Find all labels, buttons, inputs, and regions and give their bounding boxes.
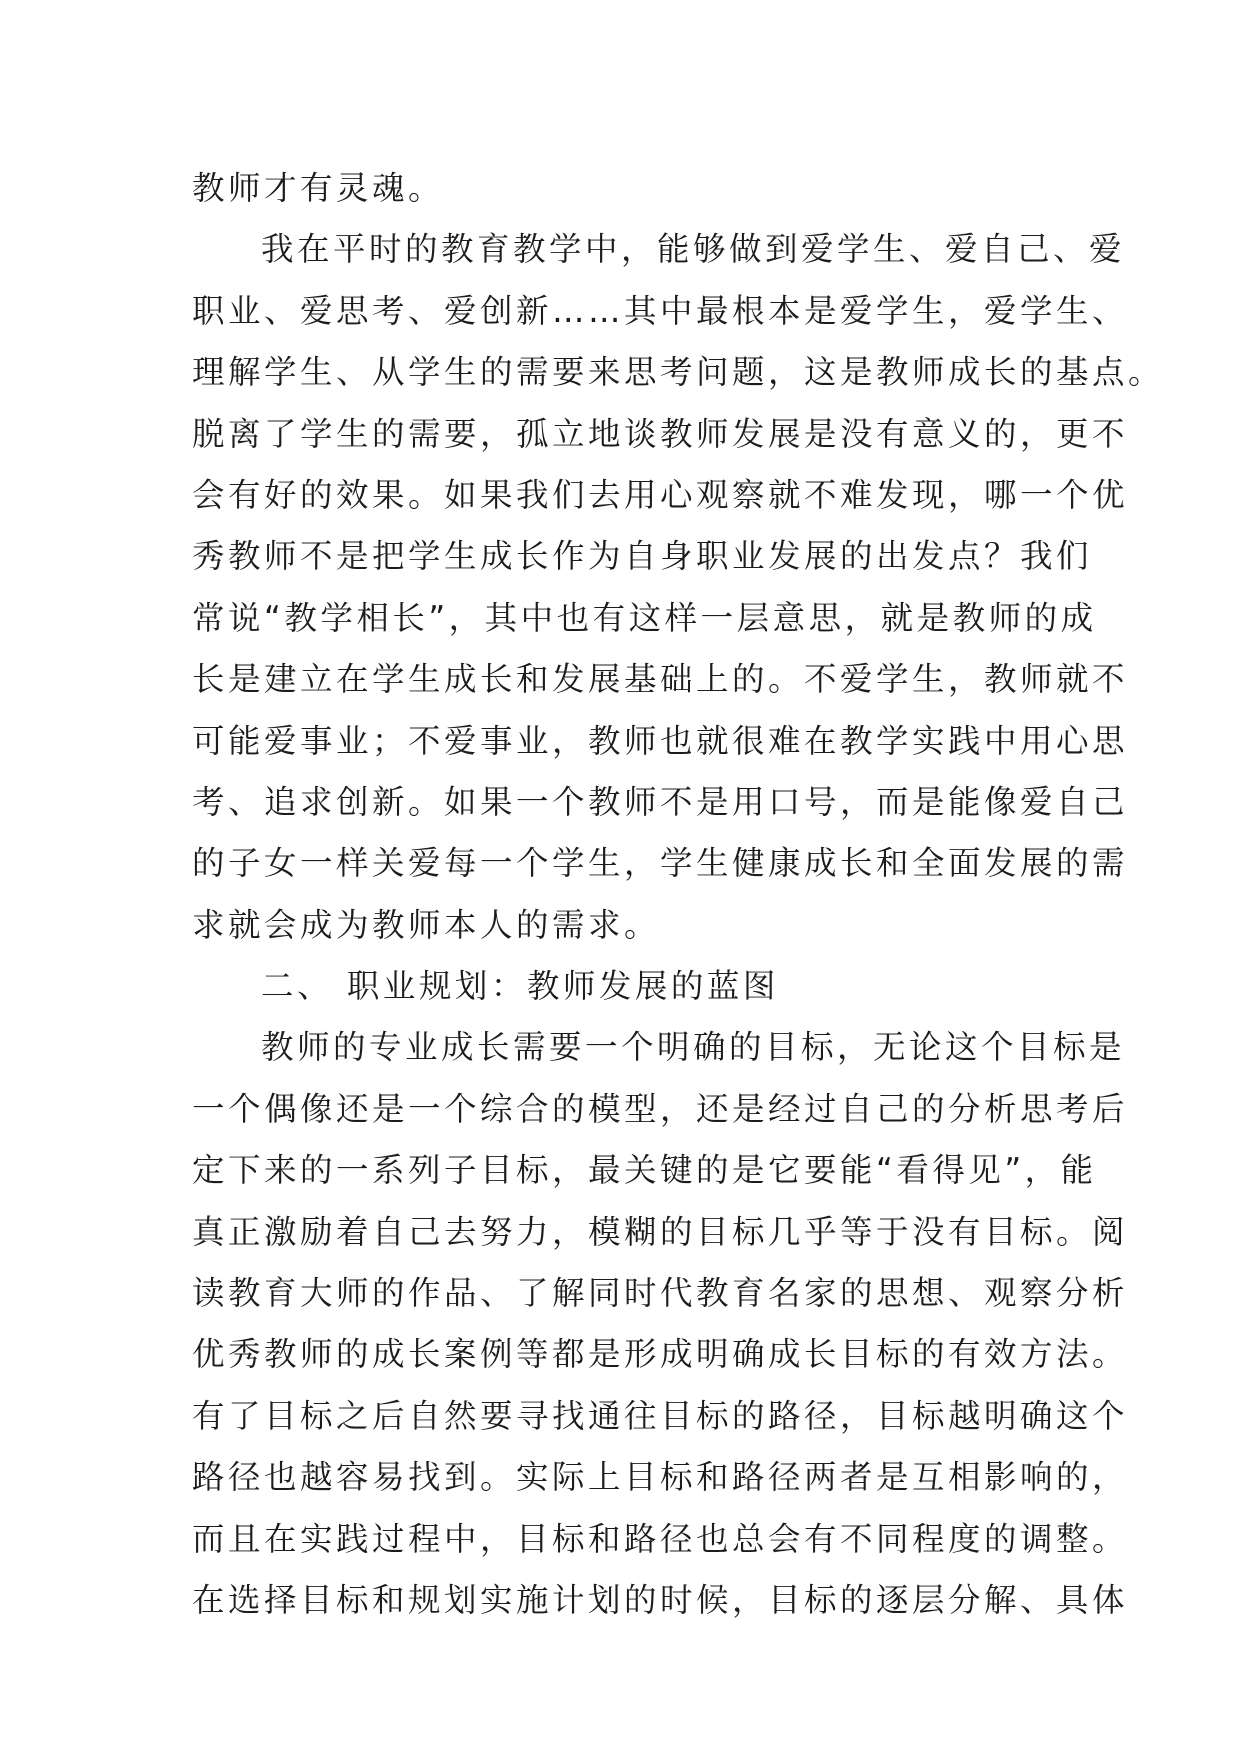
text-line: 有了目标之后自然要寻找通往目标的路径，目标越明确这个 xyxy=(192,1396,1129,1435)
text-line: 读教育大师的作品、了解同时代教育名家的思想、观察分析 xyxy=(192,1274,1129,1313)
text-line: 理解学生、从学生的需要来思考问题，这是教师成长的基点。 xyxy=(192,353,1165,392)
text-line: 路径也越容易找到。实际上目标和路径两者是互相影响的， xyxy=(192,1458,1129,1497)
text-line: 真正激励着自己去努力，模糊的目标几乎等于没有目标。阅 xyxy=(192,1212,1129,1251)
text-line: 长是建立在学生成长和发展基础上的。不爱学生，教师就不 xyxy=(192,660,1129,699)
text-line: 一个偶像还是一个综合的模型，还是经过自己的分析思考后 xyxy=(192,1089,1129,1128)
text-line: 考、追求创新。如果一个教师不是用口号，而是能像爱自己 xyxy=(192,782,1129,821)
text-line: 会有好的效果。如果我们去用心观察就不难发现，哪一个优 xyxy=(192,475,1129,514)
text-line: 教师才有灵魂。 xyxy=(192,169,445,207)
document-body xyxy=(192,158,1165,1631)
text-line: 可能爱事业；不爱事业，教师也就很难在教学实践中用心思 xyxy=(192,721,1129,760)
text-line: 优秀教师的成长案例等都是形成明确成长目标的有效方法。 xyxy=(192,1335,1129,1374)
text-line: 在选择目标和规划实施计划的时候，目标的逐层分解、具体 xyxy=(192,1580,1129,1619)
text-line: 而且在实践过程中，目标和路径也总会有不同程度的调整。 xyxy=(192,1519,1129,1558)
text-line: 教师的专业成长需要一个明确的目标，无论这个目标是 xyxy=(261,1028,1126,1067)
text-line: 常说“教学相长”，其中也有这样一层意思，就是教师的成 xyxy=(192,598,1097,637)
text-line: 二、 职业规划：教师发展的蓝图 xyxy=(261,967,779,1006)
text-line: 秀教师不是把学生成长作为自身职业发展的出发点？我们 xyxy=(192,537,1093,576)
text-line: 脱离了学生的需要，孤立地谈教师发展是没有意义的，更不 xyxy=(192,414,1129,453)
text-line: 我在平时的教育教学中，能够做到爱学生、爱自己、爱 xyxy=(261,230,1126,269)
text-line: 的子女一样关爱每一个学生，学生健康成长和全面发展的需 xyxy=(192,844,1129,883)
text-line: 职业、爱思考、爱创新……其中最根本是爱学生，爱学生、 xyxy=(192,291,1129,330)
text-line: 定下来的一系列子目标，最关键的是它要能“看得见”，能 xyxy=(192,1151,1097,1190)
text-line: 求就会成为教师本人的需求。 xyxy=(192,905,661,944)
